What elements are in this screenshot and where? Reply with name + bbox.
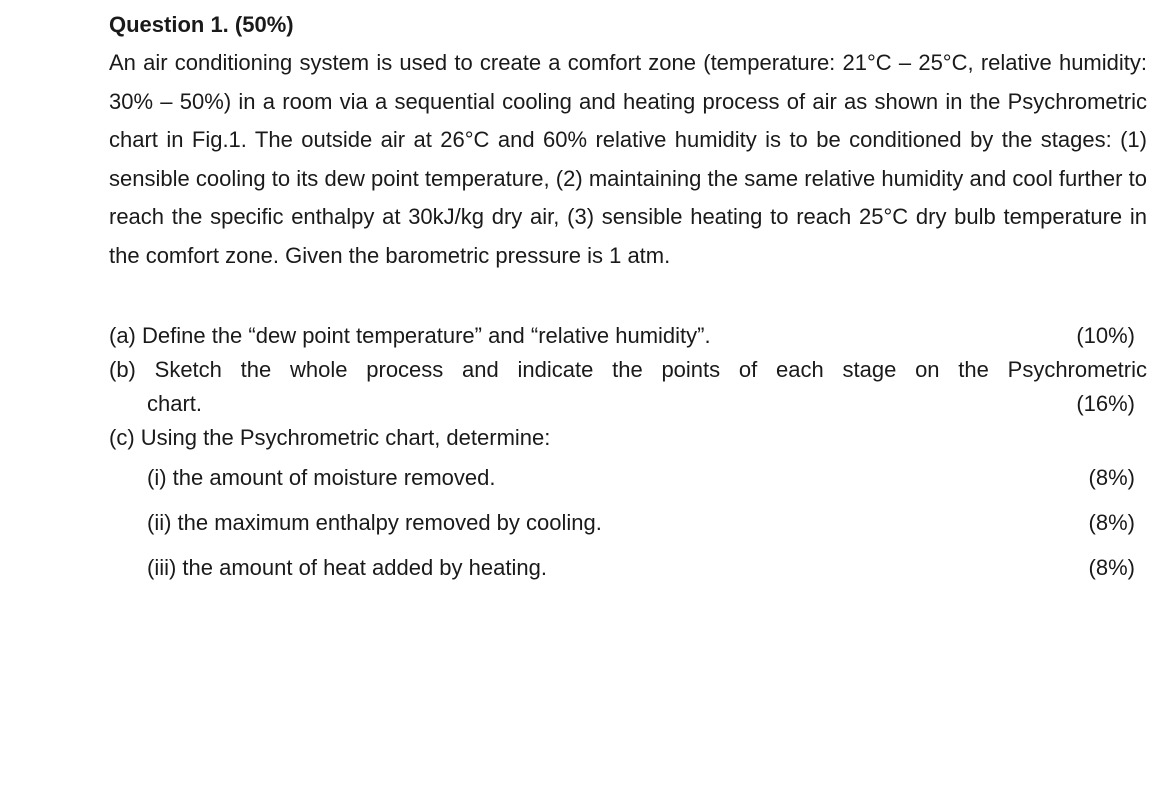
question-title: Question 1. (50%)	[109, 12, 294, 37]
subpart-i-text: (i) the amount of moisture removed.	[147, 464, 496, 490]
subpart-ii-text: (ii) the maximum enthalpy removed by cooling.	[147, 509, 602, 535]
part-b-text-cont: chart.	[147, 390, 203, 416]
part-c-text: (c) Using the Psychrometric chart, determine:	[109, 424, 551, 450]
part-b-text: (b) Sketch the whole process and indicate the points of each stage on the Psychrometric	[109, 356, 1147, 382]
question-parts	[109, 319, 1147, 590]
part-b	[109, 353, 1147, 421]
question-page	[109, 8, 1147, 590]
subpart-ii	[109, 500, 1147, 545]
subpart-iii	[109, 545, 1147, 590]
part-a	[109, 319, 1147, 353]
subpart-iii-mark: (8%)	[1088, 554, 1135, 580]
subpart-i	[109, 455, 1147, 500]
part-c	[109, 421, 1147, 455]
part-b-mark: (16%)	[1076, 390, 1135, 416]
question-intro: An air conditioning system is used to create a comfort zone (temperature: 21°C – 25°C, relative humidity: 30% – 50%) in a room via a sequential cooling and heating process of air as shown in the Psychrometric chart in Fig.1. The outside air at 26°C and 60% relative humidity is to be conditioned by the stages: (1) sensible cooling to its dew point temperature, (2) maintaining the same relative humidity and cool further to reach the specific enthalpy at 30kJ/kg dry air, (3) sensible heating to reach 25°C dry bulb temperature in the comfort zone. Given the barometric pressure is 1 atm.	[109, 50, 1147, 268]
subpart-iii-text: (iii) the amount of heat added by heating.	[147, 554, 547, 580]
part-a-mark: (10%)	[1076, 322, 1135, 348]
subpart-i-mark: (8%)	[1088, 464, 1135, 490]
part-a-text: (a) Define the “dew point temperature” and “relative humidity”.	[109, 322, 711, 348]
part-c-subparts	[109, 455, 1147, 590]
subpart-ii-mark: (8%)	[1088, 509, 1135, 535]
